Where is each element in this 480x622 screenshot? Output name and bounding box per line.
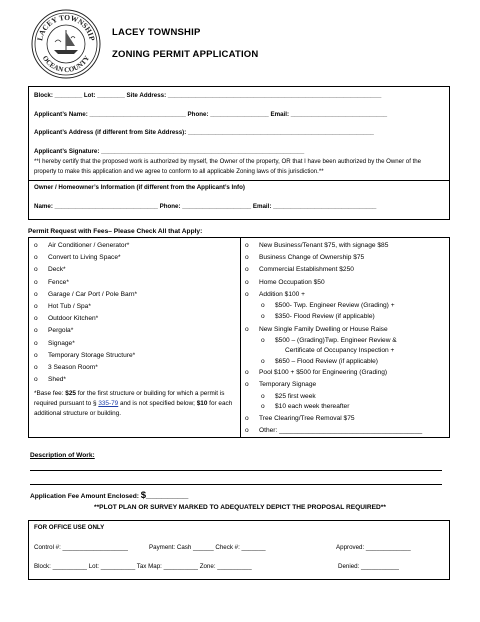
office-approved-field[interactable]: Approved: _____________ [336, 544, 411, 551]
seal-bottom-text: OCEAN COUNTY [40, 54, 92, 75]
permit-option-left[interactable]: o Temporary Storage Structure* [34, 351, 136, 359]
permit-option-home-occupation[interactable]: o Home Occupation $50 [245, 278, 325, 286]
office-block-field[interactable]: Block: __________ Lot: __________ Tax Map: __________ Zone: __________ [34, 563, 252, 570]
permit-option-business-change[interactable]: o Business Change of Ownership $75 [245, 254, 365, 262]
permit-option-single-family[interactable]: o New Single Family Dwelling or House Raise [245, 326, 388, 334]
description-line-2[interactable] [30, 484, 442, 485]
svg-text:OCEAN COUNTY [41, 54, 91, 74]
permit-option-temporary-signage[interactable]: o Temporary Signage [245, 381, 317, 389]
applicant-section [28, 86, 450, 181]
permit-heading: Permit Request with Fees– Please Check All that Apply: [28, 228, 203, 235]
owner-heading: Owner / Homeowner’s Information (if different from the Applicant’s Info) [34, 184, 245, 191]
fee-field[interactable]: Application Fee Amount Enclosed: $________ [30, 490, 189, 501]
seal-top-text: LACEY TOWNSHIP [35, 12, 97, 42]
ordinance-link[interactable]: 335-79 [98, 400, 119, 408]
permit-option-tree-clearing[interactable]: o Tree Clearing/Tree Removal $75 [245, 414, 355, 422]
permit-option-left[interactable]: o Signage* [34, 339, 75, 347]
applicant-signature-field[interactable]: Applicant’s Signature: ___________________________________________________________ [34, 148, 305, 155]
applicant-address-field[interactable]: Applicant’s Address (if different from Site Address): ______________________________________________________ [34, 129, 374, 136]
applicant-name-field[interactable]: Applicant’s Name: ____________________________ Phone: _________________ Email: ____________________________ [34, 111, 388, 118]
office-denied-field[interactable]: Denied: ___________ [338, 563, 399, 570]
permit-option-left[interactable]: o Outdoor Kitchen* [34, 315, 99, 323]
certification-text: **I hereby certify that the proposed work is authorized by myself, the Owner of the property, OR that I have been authorized by the Owner of the property to make this application and we agree to conform to all applicable Zoning laws of this jurisdiction.** [34, 158, 422, 175]
left-permit-list [34, 240, 234, 386]
permit-suboption-dwelling-engineer-cont: Certificate of Occupancy Inspection + [285, 346, 395, 354]
permit-right-column [245, 240, 449, 437]
permit-suboption-signage-first-week[interactable]: o $25 first week [261, 392, 316, 400]
owner-info-field[interactable]: Name: ______________________________ Phone: ____________________ Email: ______________________________ [34, 203, 377, 210]
permit-option-left[interactable]: o Deck* [34, 266, 66, 274]
permit-option-pool[interactable]: o Pool $100 + $500 for Engineering (Grading) [245, 369, 388, 377]
permit-option-left[interactable]: o Air Conditioner / Generator* [34, 242, 130, 249]
page-subtitle: ZONING PERMIT APPLICATION [112, 49, 259, 60]
permit-suboption-dwelling-engineer[interactable]: o $500 – (Grading)Twp. Engineer Review & [261, 337, 397, 345]
permit-option-left[interactable]: o Garage / Car Port / Pole Barn* [34, 290, 138, 298]
permit-suboption-addition-engineer[interactable]: o $500- Twp. Engineer Review (Grading) + [261, 302, 395, 310]
office-control-field[interactable]: Control #: ___________________ [34, 544, 128, 551]
office-heading: FOR OFFICE USE ONLY [34, 524, 105, 531]
description-line-1[interactable] [30, 470, 442, 471]
permit-suboption-signage-each-week[interactable]: o $10 each week thereafter [261, 403, 350, 411]
permit-suboption-dwelling-flood[interactable]: o $650 – Flood Review (if applicable) [261, 357, 378, 365]
permit-option-commercial[interactable]: o Commercial Establishment $250 [245, 266, 354, 274]
permit-table [28, 237, 450, 438]
permit-option-left[interactable]: o Shed* [34, 376, 66, 384]
permit-option-other[interactable]: o Other: _______________________________________ [245, 426, 423, 434]
permit-option-left[interactable]: o Hot Tub / Spa* [34, 303, 91, 311]
plot-plan-note: **PLOT PLAN OR SURVEY MARKED TO ADEQUATELY DEPICT THE PROPOSAL REQUIRED** [94, 504, 386, 511]
site-address-field[interactable]: Block: ________ Lot: ________ Site Address: ______________________________________________________________ [34, 92, 382, 99]
permit-option-left[interactable]: o Pergola* [34, 327, 74, 335]
permit-option-left[interactable]: o Fence* [34, 278, 69, 286]
office-payment-field[interactable]: Payment: Cash ______ Check #: _______ [149, 544, 266, 551]
page-title: LACEY TOWNSHIP [112, 27, 201, 38]
column-divider [240, 238, 241, 437]
office-use-section [28, 520, 450, 580]
permit-option-left[interactable]: o 3 Season Room* [34, 364, 98, 372]
owner-section [28, 180, 450, 220]
permit-option-left[interactable]: o Convert to Living Space* [34, 254, 121, 262]
permit-option-new-business[interactable]: o New Business/Tenant $75, with signage $85 [245, 242, 389, 249]
base-fee-note: *Base fee: $25 for the first structure or building for which a permit is required pursuant to § 335-79 and is not specified below; $10 for each additional structure or building. [34, 390, 233, 417]
township-seal [30, 8, 102, 80]
permit-option-addition[interactable]: o Addition $100 + [245, 290, 306, 298]
description-label: Description of Work: [30, 452, 95, 459]
permit-suboption-addition-flood[interactable]: o $350- Flood Review (if applicable) [261, 312, 375, 320]
permit-left-column [34, 240, 234, 418]
